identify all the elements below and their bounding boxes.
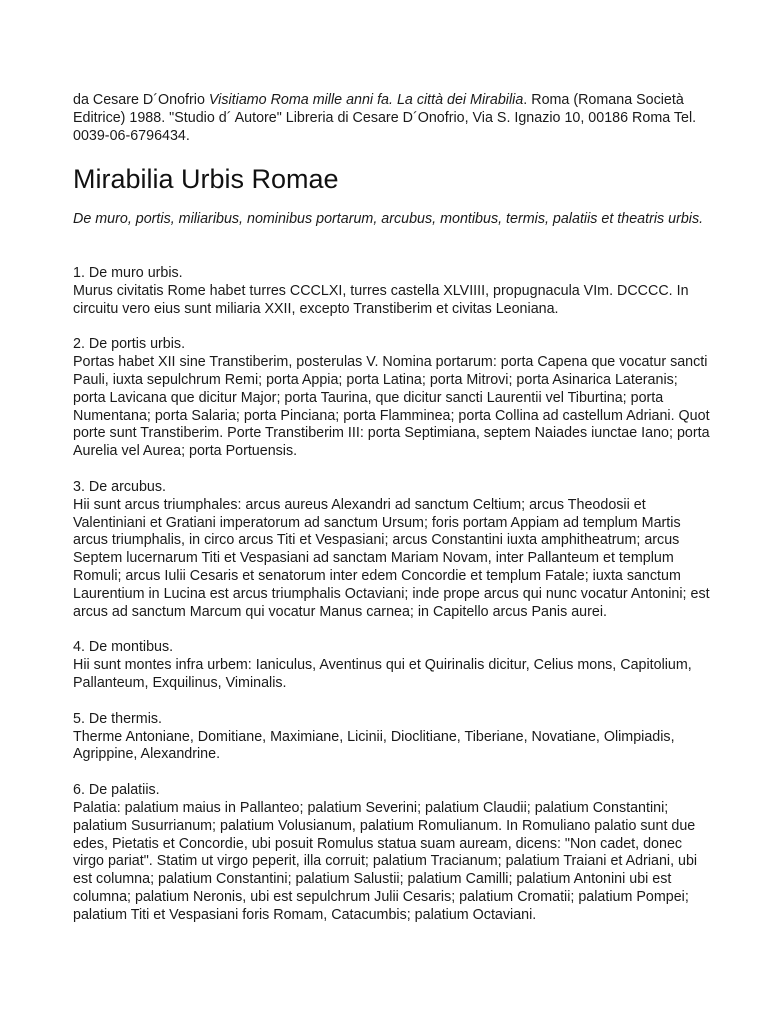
sections-list [73, 265, 713, 943]
section-text: Portas habet XII sine Transtiberim, posterulas V. Nomina portarum: porta Capena que vocatur sancti Pauli, iuxta sepulchrum Remi; porta Appia; porta Latina; porta Mitrovi; porta Asinarica Lateranis; porta Lavicana que dicitur Major; porta Taurina, que dicitur sancti Laurentii vel Tiburtina; porta Numentana; porta Salaria; porta Pinciana; porta Flamminea; porta Collina ad castellum Adriani. Quot porte sunt Transtiberim. Porte Transtiberim III: porta Septimiana, septem Naiades iunctae Iano; porta Aurelia vel Aurea; porta Portuensis. [73, 354, 710, 460]
section-heading: 4. De montibus. [73, 639, 174, 656]
source-prefix: da Cesare D´Onofrio [73, 92, 209, 108]
section-de-muro [73, 265, 713, 318]
section-de-portis [73, 336, 713, 461]
section-text: Murus civitatis Rome habet turres CCCLXI, turres castella XLVIIII, propugnacula VIm. DCCCC. In circuitu vero eius sunt miliaria XXII, excepto Transtiberim et civitas Leoniana. [73, 282, 689, 317]
page-subtitle: De muro, portis, miliaribus, nominibus portarum, arcubus, montibus, termis, palatiis et theatris urbis. [73, 211, 704, 227]
source-book-title: Visitiamo Roma mille anni fa. La città dei Mirabilia [208, 92, 524, 108]
section-heading: 1. De muro urbis. [73, 265, 183, 281]
page-title: Mirabilia Urbis Romae [73, 164, 339, 194]
section-heading: 2. De portis urbis. [73, 336, 186, 353]
section-de-montibus [73, 639, 713, 692]
section-text: Hii sunt arcus triumphales: arcus aureus Alexandri ad sanctum Celtium; arcus Theodosii et Valentiniani et Gratiani imperatorum ad sanctum Ursum; foris portam Appiam ad templum Martis arcus triumphalis, in circo arcus Titi et Vespasiani; arcus Constantini iuxta amphitheatrum; arcus Septem lucernarum Titi et Vespasiani ad sanctam Mariam Novam, inter Pallanteum et templum Romuli; arcus Iulii Cesaris et senatorum inter edem Concordie et templum Fatale; iuxta sanctum Laurentium in Lucina est arcus triumphalis Octaviani; inde prope arcus qui nunc vocatur Antonini; est arcus ad sanctum Marcum qui vocatur Manus carnea; in Capitello arcus Panis aurei. [73, 496, 710, 620]
section-de-thermis [73, 711, 713, 764]
section-text: Palatia: palatium maius in Pallanteo; palatium Severini; palatium Claudii; palatium Constantini; palatium Susurrianum; palatium Volusianum, palatium Romulianum. In Romuliano palatio sunt due edes, Pietatis et Concordie, ubi posuit Romulus statua suam auream, dicens: "Non cadet, donec virgo pariat". Statim ut virgo peperit, illa corruit; palatium Tracianum; palatium Traiani et Adriani, ubi est columna; palatium Constantini; palatium Salustii; palatium Camilli; palatium Antonini ubi est columna; palatium Neronis, ubi est sepulchrum Julii Cesaris; palatium Cromatii; palatium Pompei; palatium Titi et Vespasiani foris Romam, Catacumbis; palatium Octaviani. [73, 799, 698, 923]
source-citation [73, 91, 713, 145]
section-de-palatiis [73, 782, 713, 924]
section-de-arcubus [73, 479, 713, 621]
section-text: Therme Antoniane, Domitiane, Maximiane, Licinii, Dioclitiane, Tiberiane, Novatiane, Olimpiadis, Agrippine, Alexandrine. [73, 728, 675, 763]
section-heading: 5. De thermis. [73, 710, 162, 727]
section-heading: 3. De arcubus. [73, 478, 166, 495]
source-suffix: . Roma (Romana Società Editrice) 1988. "Studio d´ Autore" Libreria di Cesare D´Onofrio, Via S. Ignazio 10, 00186 Roma Tel. 0039-06-6796434. [73, 92, 697, 144]
section-text: Hii sunt montes infra urbem: Ianiculus, Aventinus qui et Quirinalis dicitur, Celius mons, Capitolium, Pallanteum, Exquilinus, Viminalis. [73, 657, 692, 691]
section-heading: 6. De palatiis. [73, 782, 160, 799]
